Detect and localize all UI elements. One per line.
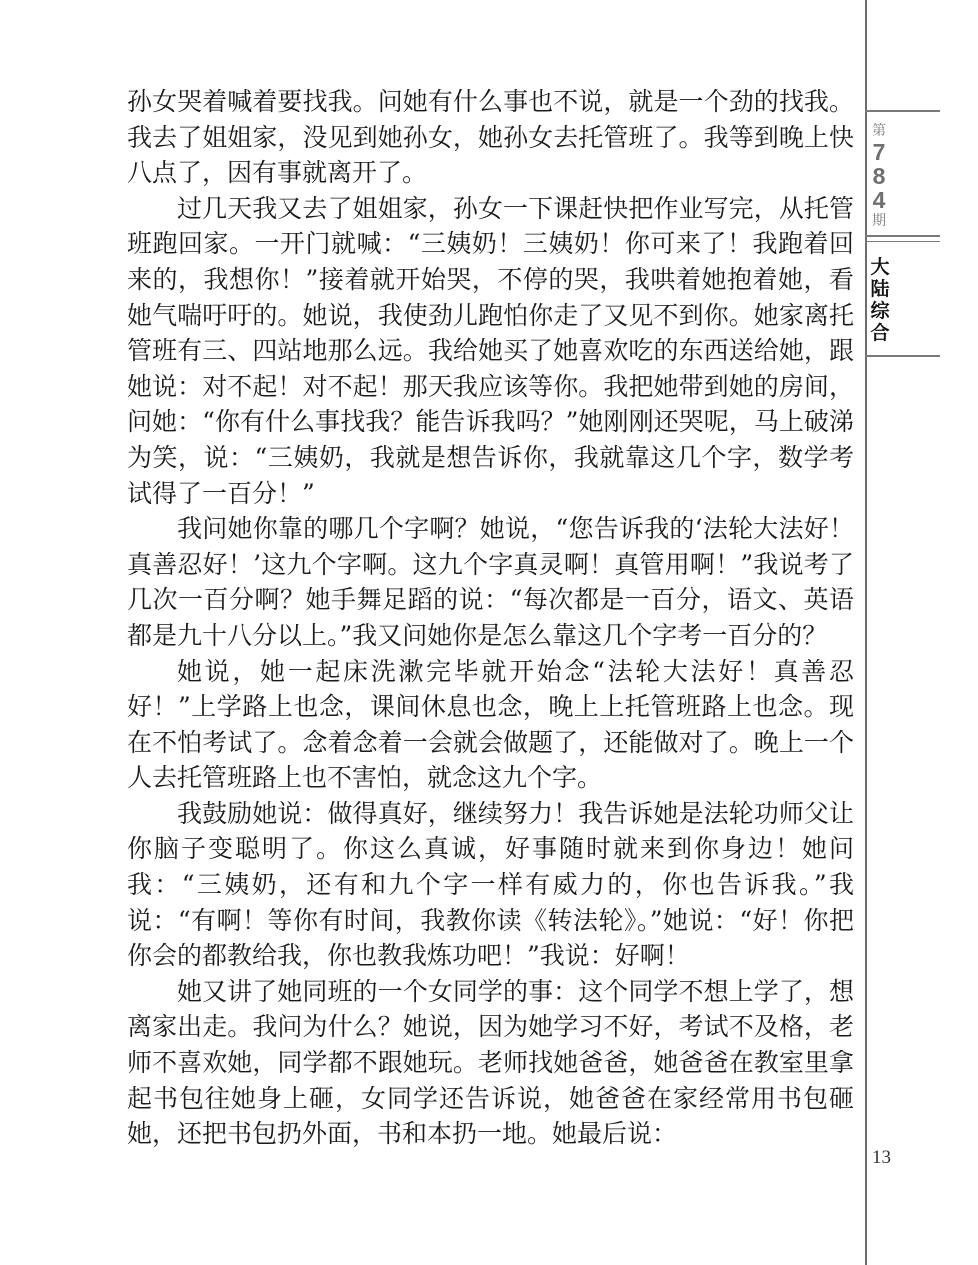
paragraph: 过几天我又去了姐姐家，孙女一下课赶快把作业写完，从托管班跑回家。一开门就喊：“三姨奶！三姨奶！你可来了！我跑着回来的，我想你！”接着就开始哭，不停的哭，我哄着她抱着她，看她气喘吁吁的。她说，我使劲儿跑怕你走了又见不到你。她家离托管班有三、四站地那么远。我给她买了她喜欢吃的东西送给她，跟她说：对不起！对不起！那天我应该等你。我把她带到她的房间，问她：“你有什么事找我？能告诉我吗？”她刚刚还哭呢，马上破涕为笑，说：“三姨奶，我就是想告诉你，我就靠这几个字，数学考试得了一百分！”: [127, 193, 854, 508]
paragraph: 孙女哭着喊着要找我。问她有什么事也不说，就是一个劲的找我。我去了姐姐家，没见到她孙女，她孙女去托管班了。我等到晚上快八点了，因有事就离开了。: [127, 87, 854, 188]
article-body: [127, 84, 854, 1152]
paragraph: 我鼓励她说：做得真好，继续努力！我告诉她是法轮功师父让你脑子变聪明了。你这么真诚，好事随时就来到你身边！她问我：“三姨奶，还有和九个字一样有威力的，你也告诉我。”我说：“有啊！等你有时间，我教你读《转法轮》。”她说：“好！你把你会的都教给我，你也教我炼功吧！”我说：好啊！: [127, 798, 854, 971]
issue-number: [866, 122, 892, 230]
issue-suffix: 期: [872, 213, 886, 229]
paragraph: 她说，她一起床洗漱完毕就开始念“法轮大法好！真善忍好！”上学路上也念，课间休息也念，晚上上托管班路上也念。现在不怕考试了。念着念着一会就会做题了，还能做对了。晚上一个人去托管班路上也不害怕，就念这九个字。: [127, 656, 854, 793]
issue-digit: 4: [872, 187, 886, 213]
issue-digit: 7: [872, 139, 886, 165]
issue-digit: 8: [872, 163, 886, 189]
paragraph: 她又讲了她同班的一个女同学的事：这个同学不想上学了，想离家出走。我问为什么？她说，因为她学习不好，考试不及格，老师不喜欢她，同学都不跟她玩。老师找她爸爸，她爸爸在教室里拿起书包往她身上砸，女同学还告诉说，她爸爸在家经常用书包砸她，还把书包扔外面，书和本扔一地。她最后说：: [127, 976, 854, 1149]
paragraph: 我问她你靠的哪几个字啊？她说，“您告诉我的‘法轮大法好！真善忍好！’这九个字啊。这九个字真灵啊！真管用啊！”我说考了几次一百分啊？她手舞足蹈的说：“每次都是一百分，语文、英语都是九十八分以上。”我又问她你是怎么靠这几个字考一百分的？: [127, 514, 854, 650]
section-label: 大陆综合: [870, 256, 890, 344]
issue-prefix: 第: [872, 123, 886, 139]
page-number: 13: [872, 1147, 891, 1168]
side-tab-divider: [865, 235, 940, 242]
